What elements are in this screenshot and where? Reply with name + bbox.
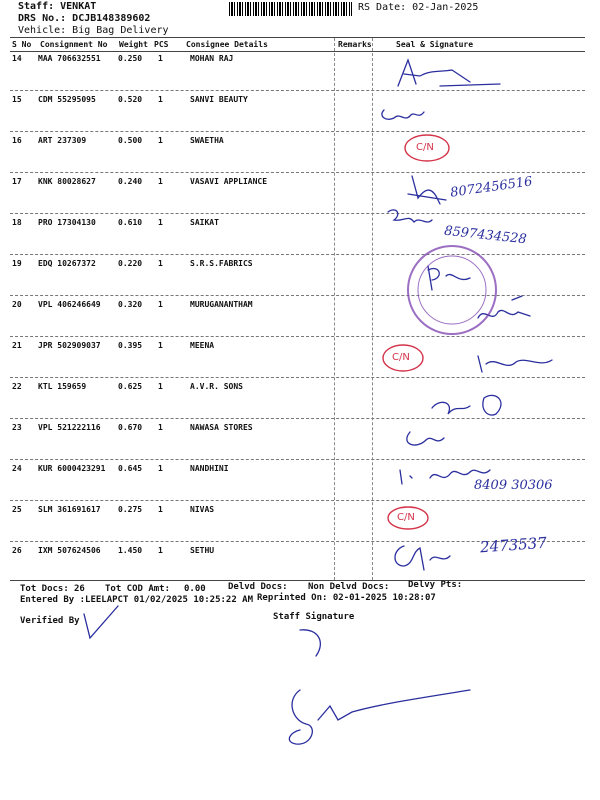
signature-row-17	[408, 176, 446, 204]
row-consignee: NANDHINI	[190, 464, 229, 473]
row-pcs: 1	[158, 505, 163, 514]
row-weight: 0.500	[118, 136, 143, 145]
row-pcs: 1	[158, 218, 163, 227]
row-sno: 17	[12, 177, 22, 186]
staff-name: Staff: VENKAT	[18, 1, 97, 12]
bottom-signature	[289, 690, 470, 744]
row-sno: 25	[12, 505, 22, 514]
handwritten-phone: 8597434528	[443, 223, 528, 248]
row-consignee: S.R.S.FABRICS	[190, 259, 253, 268]
col-seal-signature: Seal & Signature	[396, 40, 474, 49]
drs-number: DRS No.: DCJB148389602	[18, 13, 151, 24]
row-sno: 23	[12, 423, 22, 432]
row-consignment-no: VPL 521222116	[38, 423, 101, 432]
verified-by-label: Verified By	[20, 616, 80, 626]
row-consignee: SANVI BEAUTY	[190, 95, 248, 104]
signature-row-26	[395, 546, 450, 570]
cn-stamp-text: C/N	[416, 142, 434, 153]
delvy-pts: Delvy Pts:	[408, 580, 463, 590]
row-consignment-no: KUR 6000423291	[38, 464, 106, 473]
row-weight: 0.520	[118, 95, 143, 104]
row-pcs: 1	[158, 341, 163, 350]
row-pcs: 1	[158, 382, 163, 391]
signature-row-19	[428, 266, 470, 290]
staff-signature-mark	[300, 630, 320, 656]
row-consignment-no: IXM 507624506	[38, 546, 101, 555]
row-consignee: SAIKAT	[190, 218, 219, 227]
tot-cod-label: Tot COD Amt:	[105, 584, 171, 594]
row-consignee: MURUGANANTHAM	[190, 300, 253, 309]
row-sno: 24	[12, 464, 22, 473]
row-consignee: NIVAS	[190, 505, 215, 514]
row-consignment-no: CDM 55295095	[38, 95, 96, 104]
delvd-docs: Delvd Docs:	[228, 582, 288, 592]
reprinted-on: Reprinted On: 02-01-2025 10:28:07	[257, 593, 436, 603]
row-consignment-no: JPR 502909037	[38, 341, 101, 350]
row-consignee: A.V.R. SONS	[190, 382, 243, 391]
row-consignment-no: VPL 406246649	[38, 300, 101, 309]
tot-docs-label: Tot Docs:	[20, 584, 69, 594]
row-pcs: 1	[158, 259, 163, 268]
verified-by-signature	[84, 606, 118, 638]
col-consignment: Consignment No	[40, 40, 108, 49]
row-sno: 26	[12, 546, 22, 555]
entered-by: Entered By :LEELAPCT 01/02/2025 10:25:22 AM	[20, 595, 253, 605]
row-consignee: SETHU	[190, 546, 215, 555]
col-pcs: PCS	[154, 40, 169, 49]
col-sno: S No	[12, 40, 32, 49]
row-consignee: MOHAN RAJ	[190, 54, 234, 63]
signature-row-14	[398, 60, 500, 86]
row-pcs: 1	[158, 423, 163, 432]
row-consignment-no: MAA 706632551	[38, 54, 101, 63]
row-weight: 0.610	[118, 218, 143, 227]
row-consignment-no: EDQ 10267372	[38, 259, 96, 268]
vehicle-info: Vehicle: Big Bag Delivery	[18, 25, 169, 36]
row-consignment-no: SLM 361691617	[38, 505, 101, 514]
tot-docs-value: 26	[74, 584, 85, 594]
row-weight: 0.645	[118, 464, 143, 473]
rs-date: RS Date: 02-Jan-2025	[358, 2, 479, 13]
row-weight: 0.670	[118, 423, 143, 432]
non-delvd-docs: Non Delvd Docs:	[308, 582, 390, 592]
row-sno: 14	[12, 54, 22, 63]
row-consignee: VASAVI APPLIANCE	[190, 177, 268, 186]
company-seal-stamp	[408, 246, 496, 334]
row-pcs: 1	[158, 95, 163, 104]
row-weight: 0.320	[118, 300, 143, 309]
row-pcs: 1	[158, 177, 163, 186]
row-pcs: 1	[158, 546, 163, 555]
row-consignee: MEENA	[190, 341, 215, 350]
row-sno: 15	[12, 95, 22, 104]
row-sno: 21	[12, 341, 22, 350]
row-consignment-no: ART 237309	[38, 136, 87, 145]
row-consignment-no: PRO 17304130	[38, 218, 96, 227]
handwritten-phone: 8409 30306	[474, 478, 553, 493]
staff-signature-label: Staff Signature	[273, 612, 355, 622]
row-consignee: NAWASA STORES	[190, 423, 253, 432]
row-pcs: 1	[158, 54, 163, 63]
col-remarks: Remarks	[338, 40, 372, 49]
row-sno: 20	[12, 300, 22, 309]
row-consignment-no: KNK 80028627	[38, 177, 96, 186]
signature-row-22	[432, 395, 501, 415]
row-weight: 0.220	[118, 259, 143, 268]
row-weight: 0.240	[118, 177, 143, 186]
signature-row-20	[478, 296, 530, 318]
col-consignee: Consignee Details	[186, 40, 268, 49]
row-consignment-no: KTL 159659	[38, 382, 87, 391]
company-seal-inner-ring	[418, 256, 486, 324]
row-weight: 0.625	[118, 382, 143, 391]
signature-row-15	[382, 110, 424, 119]
row-weight: 0.275	[118, 505, 143, 514]
row-sno: 18	[12, 218, 22, 227]
row-sno: 16	[12, 136, 22, 145]
row-weight: 0.250	[118, 54, 143, 63]
signature-row-21	[478, 356, 552, 372]
row-weight: 0.395	[118, 341, 143, 350]
row-pcs: 1	[158, 136, 163, 145]
handwritten-phone: 2473537	[479, 533, 548, 557]
row-pcs: 1	[158, 300, 163, 309]
tot-cod-value: 0.00	[184, 584, 206, 594]
row-consignee: SWAETHA	[190, 136, 224, 145]
cn-stamp-text: C/N	[397, 512, 415, 523]
handwritten-phone: 8072456516	[449, 174, 534, 201]
signature-row-18	[388, 210, 432, 222]
col-weight: Weight	[119, 40, 148, 49]
row-pcs: 1	[158, 464, 163, 473]
signature-row-23	[407, 432, 444, 445]
row-sno: 19	[12, 259, 22, 268]
row-sno: 22	[12, 382, 22, 391]
cn-stamp-text: C/N	[392, 352, 410, 363]
row-weight: 1.450	[118, 546, 143, 555]
